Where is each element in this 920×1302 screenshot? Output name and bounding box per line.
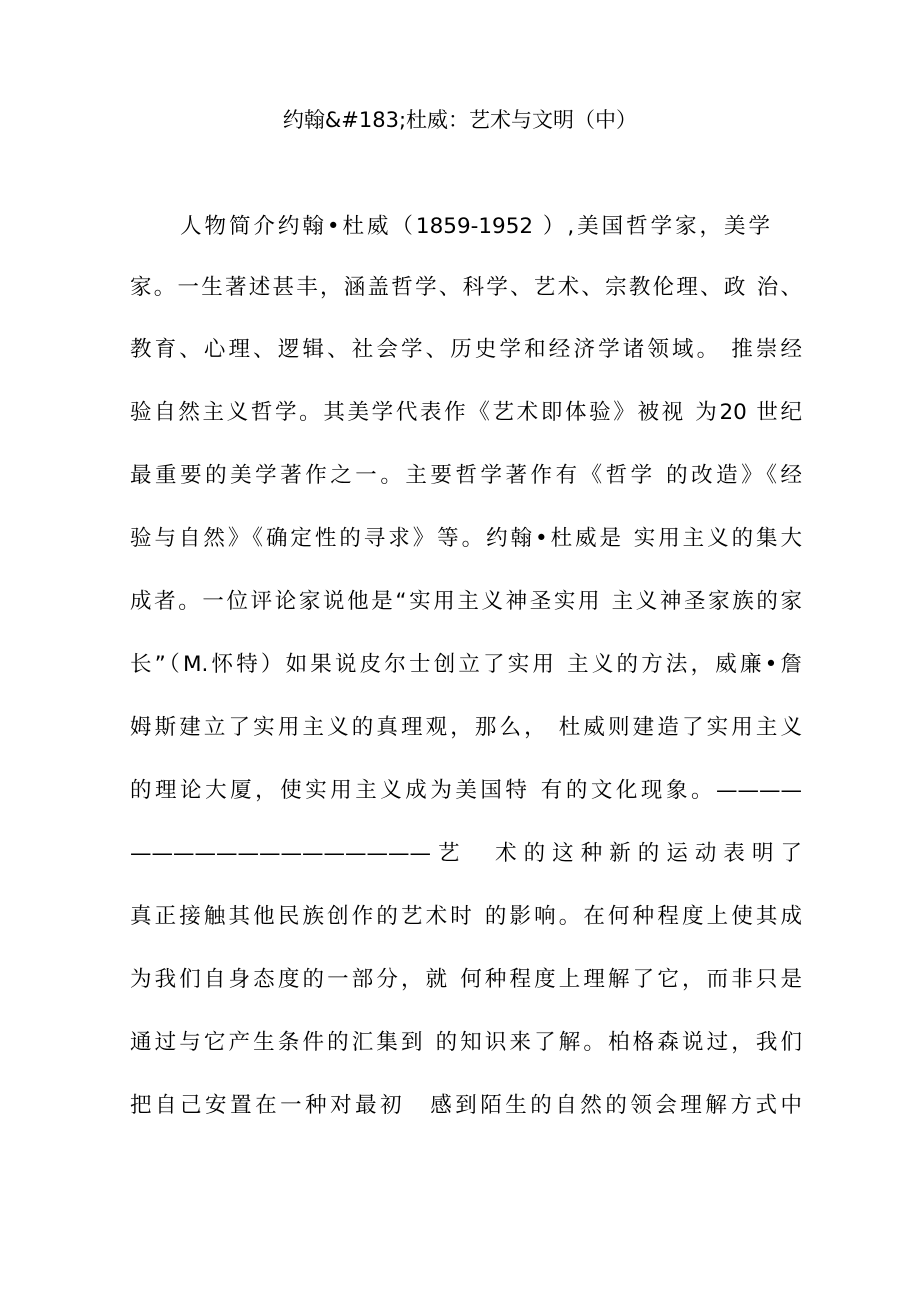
paragraph-line: 家。一生著述甚丰，涵盖哲学、科学、艺术、宗教伦理、政 治、 bbox=[130, 275, 802, 300]
document-title: 约翰&#183;杜威：艺术与文明（中） bbox=[282, 108, 638, 132]
paragraph-line: 把自己安置在一种对最初 感到陌生的自然的领会理解方式中 bbox=[130, 1093, 802, 1118]
paragraph-line: 的理论大厦，使实用主义成为美国特 有的文化现象。———— bbox=[130, 778, 802, 803]
paragraph-line: 最重要的美学著作之一。主要哲学著作有《哲学 的改造》《经 bbox=[130, 463, 802, 488]
paragraph-line: 成者。一位评论家说他是“实用主义神圣实用 主义神圣家族的家 bbox=[130, 589, 802, 614]
paragraph-line: 教育、心理、逻辑、社会学、历史学和经济学诸领域。 推崇经 bbox=[130, 337, 802, 362]
paragraph-line: 姆斯建立了实用主义的真理观，那么， 杜威则建造了实用主义 bbox=[130, 715, 802, 740]
paragraph-line: 为我们自身态度的一部分，就 何种程度上理解了它，而非只是 bbox=[130, 967, 802, 992]
paragraph-line: 真正接触其他民族创作的艺术时 的影响。在何种程度上使其成 bbox=[130, 904, 802, 929]
paragraph-line: ——————————————艺 术的这种新的运动表明了 bbox=[130, 841, 802, 866]
paragraph-line: 通过与它产生条件的汇集到 的知识来了解。柏格森说过，我们 bbox=[130, 1030, 802, 1055]
paragraph-line: 人物简介约翰•杜威（1859-1952 ）,美国哲学家，美学 bbox=[180, 214, 770, 239]
paragraph-line: 验自然主义哲学。其美学代表作《艺术即体验》被视 为20 世纪 bbox=[130, 400, 802, 425]
paragraph-line: 验与自然》《确定性的寻求》等。约翰•杜威是 实用主义的集大 bbox=[130, 526, 802, 551]
paragraph-line: 长”（M.怀特）如果说皮尔士创立了实用 主义的方法，威廉•詹 bbox=[130, 652, 802, 677]
